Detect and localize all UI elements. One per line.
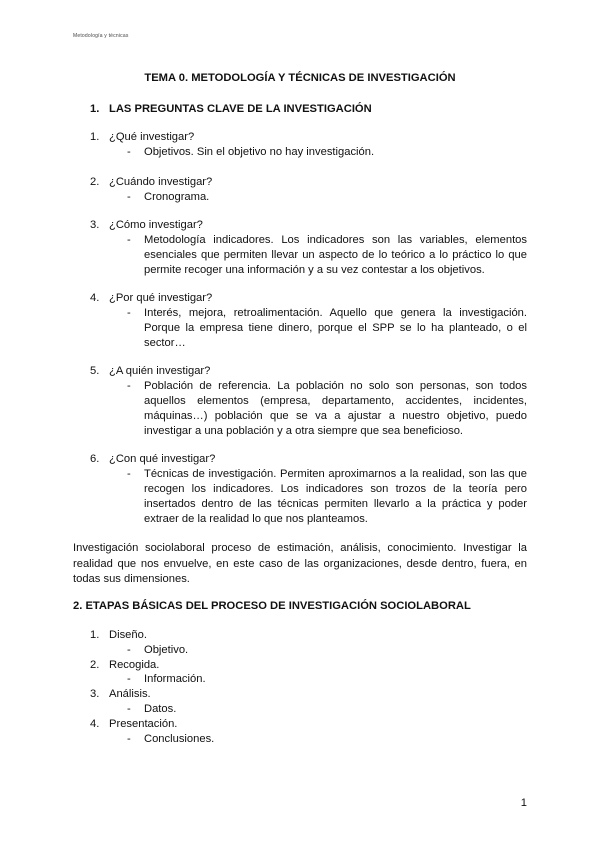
- list-item: [90, 687, 527, 702]
- answer-text: Técnicas de investigación. Permiten aproximarnos a la realidad, son las que recogen los indicadores. Los indicadores son trozos de la teoría pero insertados dentro de las técnicas permiten llevarlo a la práctica y poder extraer de la realidad lo que nos planteamos.: [144, 468, 527, 525]
- dash-bullet: -: [127, 673, 131, 686]
- step-number: 1.: [90, 629, 100, 641]
- list-subitem: [127, 732, 527, 747]
- question-text: ¿Con qué investigar?: [109, 453, 216, 465]
- dash-bullet: -: [127, 468, 131, 480]
- step-number: 2.: [90, 658, 100, 671]
- question-number: 3.: [90, 219, 100, 231]
- dash-bullet: -: [127, 146, 131, 158]
- step-text: Presentación.: [109, 717, 178, 730]
- question-text: ¿Por qué investigar?: [109, 292, 213, 304]
- question-item: [90, 175, 527, 205]
- step-sub-text: Información.: [144, 673, 206, 686]
- dash-bullet: -: [127, 732, 131, 745]
- step-text: Análisis.: [109, 688, 151, 701]
- dash-bullet: -: [127, 702, 131, 715]
- section-2-heading: 2. ETAPAS BÁSICAS DEL PROCESO DE INVESTIGACIÓN SOCIOLABORAL: [73, 600, 471, 612]
- question-item: [90, 291, 527, 351]
- list-subitem: [127, 672, 527, 687]
- step-text: Diseño.: [109, 629, 147, 641]
- dash-bullet: -: [127, 191, 131, 203]
- answer-text: Objetivos. Sin el objetivo no hay investigación.: [144, 146, 375, 158]
- question-item: [90, 452, 527, 527]
- step-sub-text: Objetivo.: [144, 643, 189, 656]
- question-number: 6.: [90, 453, 100, 465]
- dash-bullet: -: [127, 643, 131, 656]
- step-sub-text: Datos.: [144, 702, 177, 715]
- question-text: ¿Cuándo investigar?: [109, 176, 213, 188]
- answer-text: Cronograma.: [144, 191, 210, 203]
- question-text: ¿Qué investigar?: [109, 131, 195, 143]
- dash-bullet: -: [127, 234, 131, 246]
- list-item: [90, 717, 527, 732]
- answer-text: Metodología indicadores. Los indicadores son las variables, elementos esenciales que permiten llevar un aspecto de lo teórico a lo práctico lo que permite recoger una información y a su vez contestar a los objetivos.: [144, 234, 527, 276]
- list-subitem: [127, 702, 527, 717]
- question-number: 5.: [90, 365, 100, 377]
- question-text: ¿A quién investigar?: [109, 365, 211, 377]
- question-item: [90, 130, 527, 160]
- running-header: Metodología y técnicas: [73, 33, 129, 39]
- list-subitem: [127, 643, 527, 658]
- question-number: 1.: [90, 131, 100, 143]
- question-number: 2.: [90, 176, 100, 188]
- dash-bullet: -: [127, 380, 131, 392]
- step-number: 3.: [90, 688, 100, 701]
- document-title: TEMA 0. METODOLOGÍA Y TÉCNICAS DE INVESTIGACIÓN: [144, 72, 456, 84]
- section-1-number: 1.: [90, 103, 100, 115]
- answer-text: Interés, mejora, retroalimentación. Aquello que genera la investigación. Porque la empresa tiene dinero, porque el SPP se lo ha planteado, o el sector…: [144, 307, 527, 349]
- step-number: 4.: [90, 717, 100, 730]
- list-item: [90, 628, 527, 643]
- page-number: 1: [520, 797, 527, 809]
- stages-list: [90, 628, 527, 746]
- answer-text: Población de referencia. La población no solo son personas, son todos aquellos elementos (empresa, departamento, accidentes, incidentes, máquinas…) población que se va a ajustar a nuestro objetivo, puedo investigar a una población y a otra siempre que sea beneficioso.: [144, 380, 527, 437]
- question-number: 4.: [90, 292, 100, 304]
- question-item: [90, 364, 527, 439]
- question-item: [90, 218, 527, 278]
- section-1-title: LAS PREGUNTAS CLAVE DE LA INVESTIGACIÓN: [109, 103, 372, 115]
- summary-paragraph: Investigación sociolaboral proceso de estimación, análisis, conocimiento. Investigar la realidad que nos envuelve, en este caso de las organizaciones, desde dentro, fuera, en todas sus dimensiones.: [73, 542, 527, 585]
- list-item: [90, 658, 527, 673]
- section-1-heading: [90, 103, 372, 115]
- dash-bullet: -: [127, 307, 131, 319]
- step-sub-text: Conclusiones.: [144, 732, 215, 745]
- question-text: ¿Cómo investigar?: [109, 219, 203, 231]
- step-text: Recogida.: [109, 658, 160, 671]
